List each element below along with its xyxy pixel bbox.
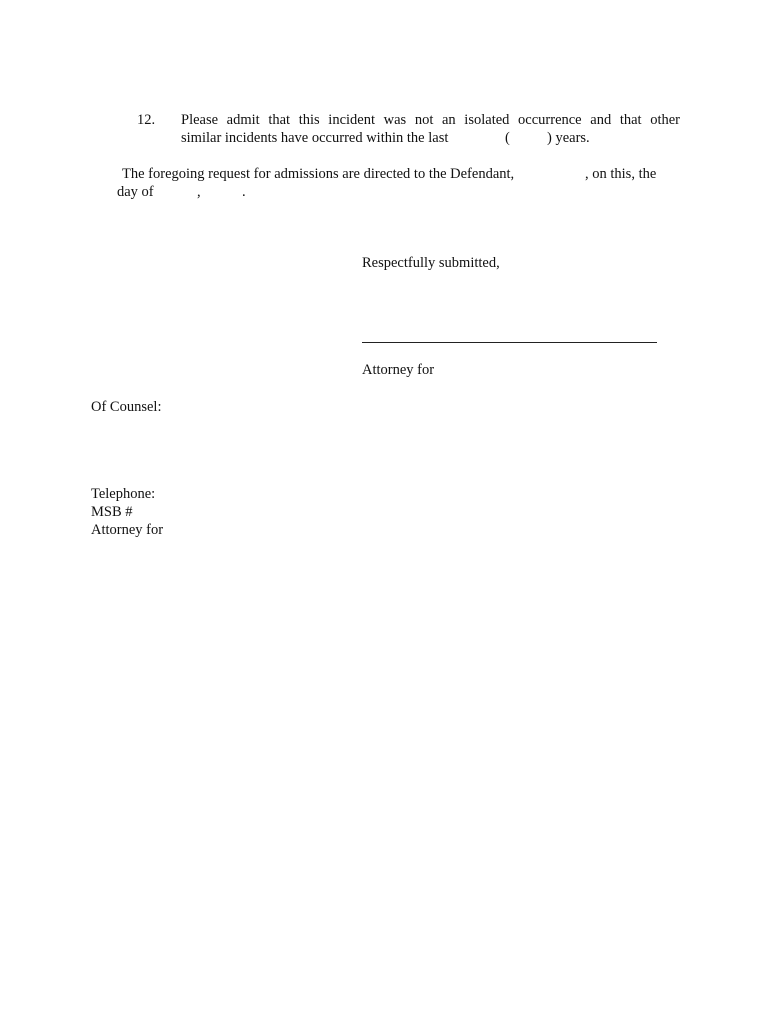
request-text-line2: similar incidents have occurred within the last [181,130,449,146]
request-text-line1: Please admit that this incident was not an isolated occurrence and that other [181,112,680,128]
closing-text: Respectfully submitted, [362,255,500,271]
msb-number-label: MSB # [91,504,133,520]
directive-day-of: day of [117,184,154,200]
directive-period: . [242,184,246,200]
request-number: 12. [137,112,156,128]
of-counsel-label: Of Counsel: [91,399,162,415]
footer-attorney-for: Attorney for [91,522,164,538]
telephone-label: Telephone: [91,486,156,502]
directive-text-line1-start: The foregoing request for admissions are directed to the Defendant, [122,166,515,182]
signature-line [362,342,657,343]
request-paren-open: ( [505,130,510,146]
directive-text-line1-end: , on this, the [585,166,657,182]
request-paren-close: ) years. [547,130,590,146]
signature-attorney-for: Attorney for [362,362,435,378]
directive-comma: , [197,184,201,200]
